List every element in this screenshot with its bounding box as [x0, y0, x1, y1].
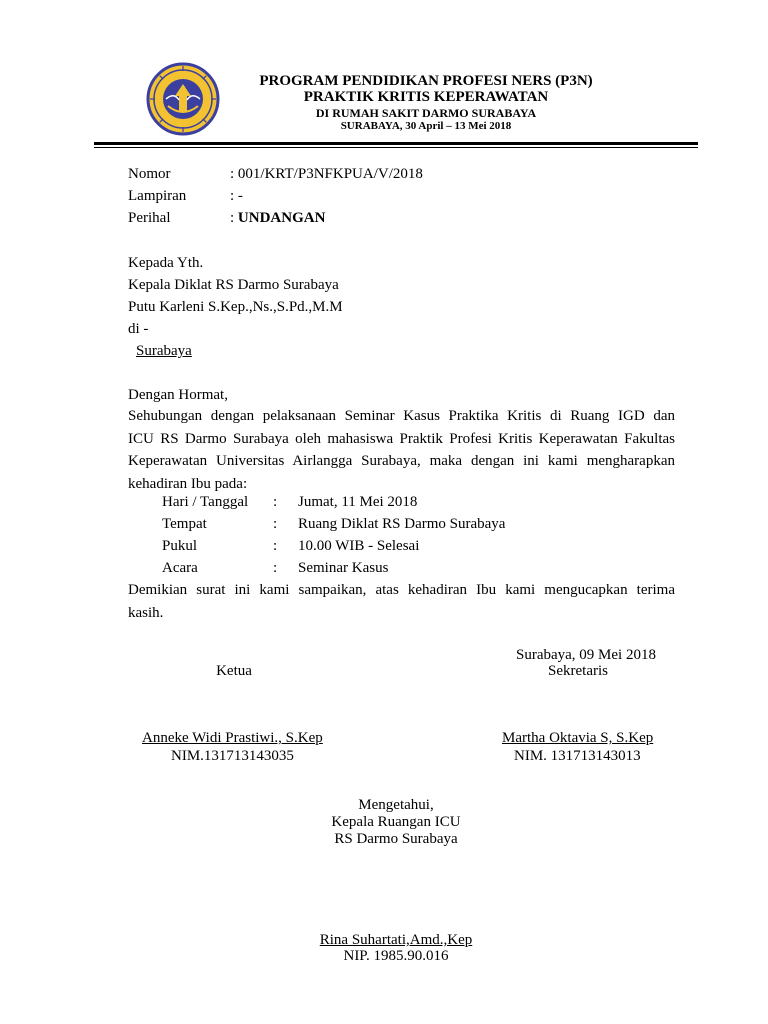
header-line-praktik: PRAKTIK KRITIS KEPERAWATAN [303, 89, 549, 105]
detail-label: Hari / Tanggal [162, 494, 249, 510]
detail-value: Jumat, 11 Mei 2018 [298, 494, 418, 510]
recipient-salutation: Kepada Yth. [128, 255, 204, 271]
closing-line: kasih. [128, 604, 164, 621]
ack-signer-id: NIP. 1985.90.016 [343, 948, 449, 964]
right-signer-title: Sekretaris [548, 663, 608, 679]
ack-position: Kepala Ruangan ICU [331, 814, 461, 830]
header-line-location: DI RUMAH SAKIT DARMO SURABAYA [315, 106, 537, 120]
header-line-dates: SURABAYA, 30 April – 13 Mei 2018 [340, 120, 512, 132]
left-signer-name: Anneke Widi Prastiwi., S.Kep [142, 730, 323, 746]
ack-institution: RS Darmo Surabaya [334, 831, 458, 847]
detail-value: Seminar Kasus [298, 560, 389, 576]
body-paragraph-line: Sehubungan dengan pelaksanaan Seminar Kasus Praktika Kritis di Ruang IGD dan [128, 408, 675, 424]
university-seal-icon [146, 62, 220, 136]
place-date: Surabaya, 09 Mei 2018 [516, 647, 656, 663]
left-signer-title: Ketua [216, 663, 252, 679]
detail-value: 10.00 WIB - Selesai [298, 538, 420, 554]
right-signer-name: Martha Oktavia S, S.Kep [502, 730, 654, 746]
body-paragraph [128, 405, 675, 495]
body-paragraph-line: ICU RS Darmo Surabaya oleh mahasiswa Praktik Profesi Kritis Keperawatan Fakultas [128, 430, 675, 447]
right-signer-id: NIM. 131713143013 [514, 748, 641, 764]
ack-signer-name: Rina Suhartati,Amd.,Kep [319, 932, 473, 948]
header-divider-thin [94, 147, 698, 148]
detail-value: Ruang Diklat RS Darmo Surabaya [298, 516, 506, 532]
greeting: Dengan Hormat, [128, 387, 228, 403]
detail-label: Pukul [162, 538, 198, 554]
body-paragraph-line: Keperawatan Universitas Airlangga Surabaya, maka dengan ini kami mengharapkan [128, 453, 675, 469]
header-divider-thick [94, 142, 698, 145]
perihal-value: UNDANGAN [237, 210, 326, 226]
closing-line: Demikian surat ini kami sampaikan, atas kehadiran Ibu kami mengucapkan terima [128, 582, 675, 598]
detail-colon: : [273, 560, 278, 576]
recipient-di: di - [128, 321, 149, 337]
detail-label: Tempat [162, 516, 207, 532]
lampiran-label: Lampiran [128, 188, 187, 204]
detail-colon: : [273, 516, 278, 532]
left-signer-id: NIM.131713143035 [171, 748, 294, 764]
nomor-value: : 001/KRT/P3NFKPUA/V/2018 [230, 166, 423, 182]
detail-colon: : [273, 494, 278, 510]
perihal-colon: : [230, 210, 238, 226]
recipient-name: Putu Karleni S.Kep.,Ns.,S.Pd.,M.M [128, 299, 343, 315]
perihal-label: Perihal [128, 210, 171, 226]
detail-colon: : [273, 538, 278, 554]
detail-label: Acara [162, 560, 198, 576]
ack-heading: Mengetahui, [358, 797, 434, 813]
body-paragraph-line: kehadiran Ibu pada: [128, 475, 248, 492]
recipient-city: Surabaya [136, 343, 192, 359]
perihal-value-row [230, 210, 325, 227]
closing-paragraph [128, 579, 675, 624]
header-line-program: PROGRAM PENDIDIKAN PROFESI NERS (P3N) [259, 73, 593, 89]
lampiran-value: : - [230, 188, 243, 204]
recipient-title: Kepala Diklat RS Darmo Surabaya [128, 277, 339, 293]
nomor-label: Nomor [128, 166, 171, 182]
